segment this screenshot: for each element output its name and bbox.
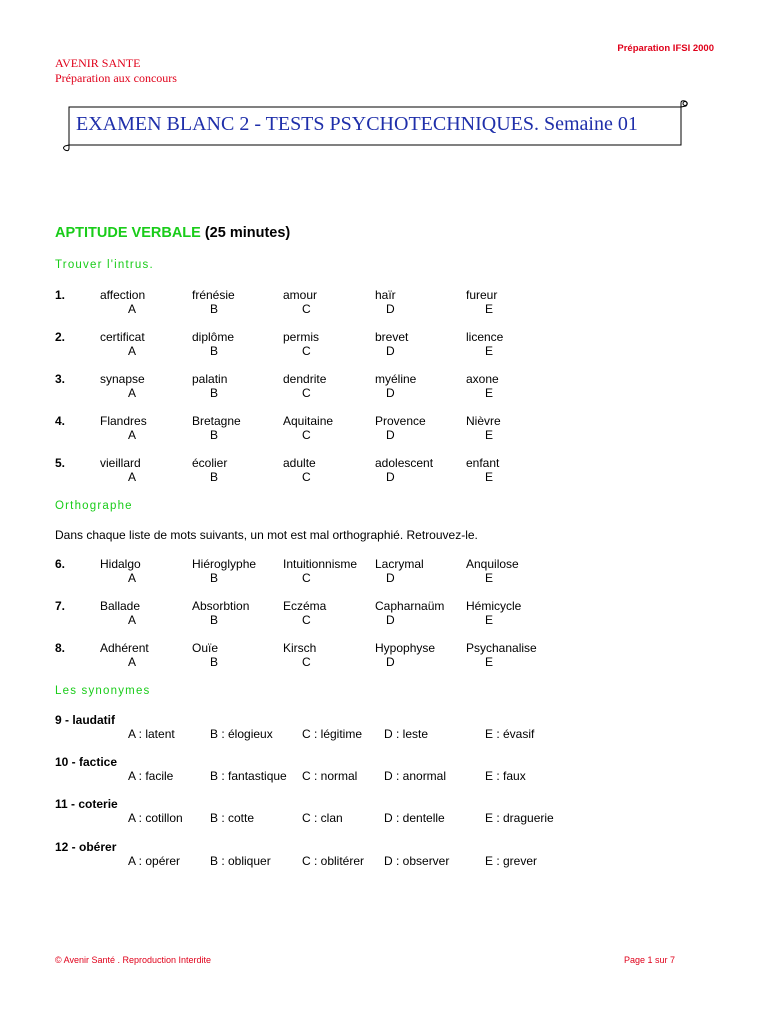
- option-letter: C: [302, 428, 311, 442]
- option-word: dendrite: [283, 372, 327, 386]
- option-letter: B: [210, 470, 219, 484]
- synonym-question: 9 - laudatif: [55, 713, 116, 727]
- option-word: Provence: [375, 414, 426, 428]
- option-letter: A: [128, 386, 137, 400]
- org-block: [55, 56, 177, 86]
- option-word: adulte: [283, 456, 316, 470]
- question-number: 7.: [55, 599, 66, 613]
- option-letter: D: [386, 655, 395, 669]
- synonym-choice: E : grever: [485, 854, 538, 868]
- synonym-choice: B : obliquer: [210, 854, 271, 868]
- option-letter: B: [210, 655, 219, 669]
- option-word: Absorbtion: [192, 599, 250, 613]
- synonym-choice: E : draguerie: [485, 811, 554, 825]
- banner-title: EXAMEN BLANC 2 - TESTS PSYCHOTECHNIQUES. Semaine 01: [76, 113, 638, 135]
- question-row: [0, 641, 768, 673]
- question-number: 3.: [55, 372, 66, 386]
- synonym-choice: A : facile: [128, 769, 174, 783]
- synonym-choice: E : évasif: [485, 727, 535, 741]
- option-word: adolescent: [375, 456, 434, 470]
- synonym-choice: A : latent: [128, 727, 175, 741]
- section-title-duration: (25 minutes): [200, 225, 291, 241]
- option-letter: B: [210, 613, 219, 627]
- question-row: [0, 330, 768, 362]
- option-letter: A: [128, 655, 137, 669]
- synonym-choice: A : opérer: [128, 854, 181, 868]
- synonym-choice: B : fantastique: [210, 769, 287, 783]
- section-title-main: APTITUDE VERBALE: [55, 225, 201, 241]
- option-word: diplôme: [192, 330, 235, 344]
- question-row: [0, 557, 768, 589]
- option-word: brevet: [375, 330, 409, 344]
- subhead-synonymes: Les synonymes: [55, 685, 151, 697]
- synonym-choice: B : élogieux: [210, 727, 273, 741]
- question-number: 1.: [55, 288, 66, 302]
- question-number: 5.: [55, 456, 66, 470]
- option-word: permis: [283, 330, 320, 344]
- option-letter: D: [386, 428, 395, 442]
- question-row: [0, 414, 768, 446]
- option-word: Hidalgo: [100, 557, 141, 571]
- option-letter: C: [302, 302, 311, 316]
- synonym-choice: D : anormal: [384, 769, 447, 783]
- synonym-question: 12 - obérer: [55, 840, 117, 854]
- synonym-question: 10 - factice: [55, 755, 118, 769]
- option-letter: D: [386, 613, 395, 627]
- top-right-label: Préparation IFSI 2000: [617, 43, 714, 54]
- option-word: vieillard: [100, 456, 141, 470]
- title-banner: [62, 100, 690, 152]
- option-word: myéline: [375, 372, 417, 386]
- option-word: affection: [100, 288, 146, 302]
- option-word: Ballade: [100, 599, 141, 613]
- question-number: 8.: [55, 641, 66, 655]
- option-letter: A: [128, 470, 137, 484]
- option-word: palatin: [192, 372, 228, 386]
- option-word: Kirsch: [283, 641, 317, 655]
- option-word: licence: [466, 330, 504, 344]
- option-word: Hiéroglyphe: [192, 557, 257, 571]
- synonym-choice: D : leste: [384, 727, 429, 741]
- synonym-choice: A : cotillon: [128, 811, 183, 825]
- org-name: AVENIR SANTE: [55, 56, 141, 70]
- option-letter: D: [386, 470, 395, 484]
- option-letter: E: [485, 344, 494, 358]
- option-word: synapse: [100, 372, 145, 386]
- option-word: Capharnaüm: [375, 599, 445, 613]
- option-word: Lacrymal: [375, 557, 424, 571]
- option-letter: A: [128, 428, 137, 442]
- option-letter: C: [302, 470, 311, 484]
- option-word: Anquilose: [466, 557, 519, 571]
- option-word: Intuitionnisme: [283, 557, 358, 571]
- synonym-row: [0, 797, 768, 833]
- option-letter: E: [485, 655, 494, 669]
- question-number: 4.: [55, 414, 66, 428]
- synonym-row: [0, 840, 768, 876]
- option-word: Adhérent: [100, 641, 149, 655]
- synonym-row: [0, 755, 768, 791]
- option-word: Hypophyse: [375, 641, 436, 655]
- option-word: Psychanalise: [466, 641, 537, 655]
- option-word: écolier: [192, 456, 228, 470]
- option-letter: C: [302, 655, 311, 669]
- option-letter: D: [386, 344, 395, 358]
- option-word: Eczéma: [283, 599, 327, 613]
- option-letter: B: [210, 571, 219, 585]
- option-letter: A: [128, 302, 137, 316]
- option-word: fureur: [466, 288, 498, 302]
- footer-page-number: Page 1 sur 7: [623, 955, 675, 965]
- synonym-choice: D : observer: [384, 854, 450, 868]
- option-word: Nièvre: [466, 414, 501, 428]
- option-letter: C: [302, 613, 311, 627]
- option-letter: D: [386, 386, 395, 400]
- option-word: certificat: [100, 330, 145, 344]
- option-letter: E: [485, 428, 494, 442]
- question-number: 2.: [55, 330, 66, 344]
- option-word: Hémicycle: [466, 599, 522, 613]
- synonym-choice: C : légitime: [302, 727, 363, 741]
- option-word: frénésie: [192, 288, 235, 302]
- option-letter: B: [210, 302, 219, 316]
- option-letter: E: [485, 302, 494, 316]
- option-letter: C: [302, 571, 311, 585]
- subhead-orthographe: Orthographe: [55, 500, 133, 512]
- option-letter: E: [485, 613, 494, 627]
- synonym-choice: B : cotte: [210, 811, 255, 825]
- option-word: haïr: [375, 288, 396, 302]
- option-letter: B: [210, 428, 219, 442]
- option-letter: E: [485, 571, 494, 585]
- synonym-row: [0, 713, 768, 749]
- option-word: Ouïe: [192, 641, 219, 655]
- option-letter: E: [485, 386, 494, 400]
- synonym-choice: E : faux: [485, 769, 526, 783]
- section-title: [55, 225, 290, 241]
- option-letter: C: [302, 344, 311, 358]
- option-letter: D: [386, 302, 395, 316]
- option-word: enfant: [466, 456, 500, 470]
- footer-copyright: © Avenir Santé . Reproduction Interdite: [55, 955, 212, 965]
- question-row: [0, 456, 768, 488]
- option-letter: C: [302, 386, 311, 400]
- option-letter: A: [128, 571, 137, 585]
- option-letter: B: [210, 344, 219, 358]
- synonym-choice: D : dentelle: [384, 811, 445, 825]
- option-word: Flandres: [100, 414, 147, 428]
- option-letter: B: [210, 386, 219, 400]
- question-row: [0, 372, 768, 404]
- option-word: amour: [283, 288, 318, 302]
- synonym-choice: C : normal: [302, 769, 358, 783]
- question-number: 6.: [55, 557, 66, 571]
- option-letter: A: [128, 613, 137, 627]
- option-word: Aquitaine: [283, 414, 334, 428]
- org-subtitle: Préparation aux concours: [55, 71, 177, 85]
- option-word: axone: [466, 372, 499, 386]
- option-letter: A: [128, 344, 137, 358]
- option-letter: E: [485, 470, 494, 484]
- option-letter: D: [386, 571, 395, 585]
- subhead-intrus: Trouver l'intrus.: [55, 259, 154, 271]
- question-row: [0, 599, 768, 631]
- instruction-text: Dans chaque liste de mots suivants, un mot est mal orthographié. Retrouvez-le.: [55, 528, 478, 542]
- question-row: [0, 288, 768, 320]
- synonym-choice: C : oblitérer: [302, 854, 365, 868]
- option-word: Bretagne: [192, 414, 241, 428]
- synonym-question: 11 - coterie: [55, 797, 118, 811]
- synonym-choice: C : clan: [302, 811, 343, 825]
